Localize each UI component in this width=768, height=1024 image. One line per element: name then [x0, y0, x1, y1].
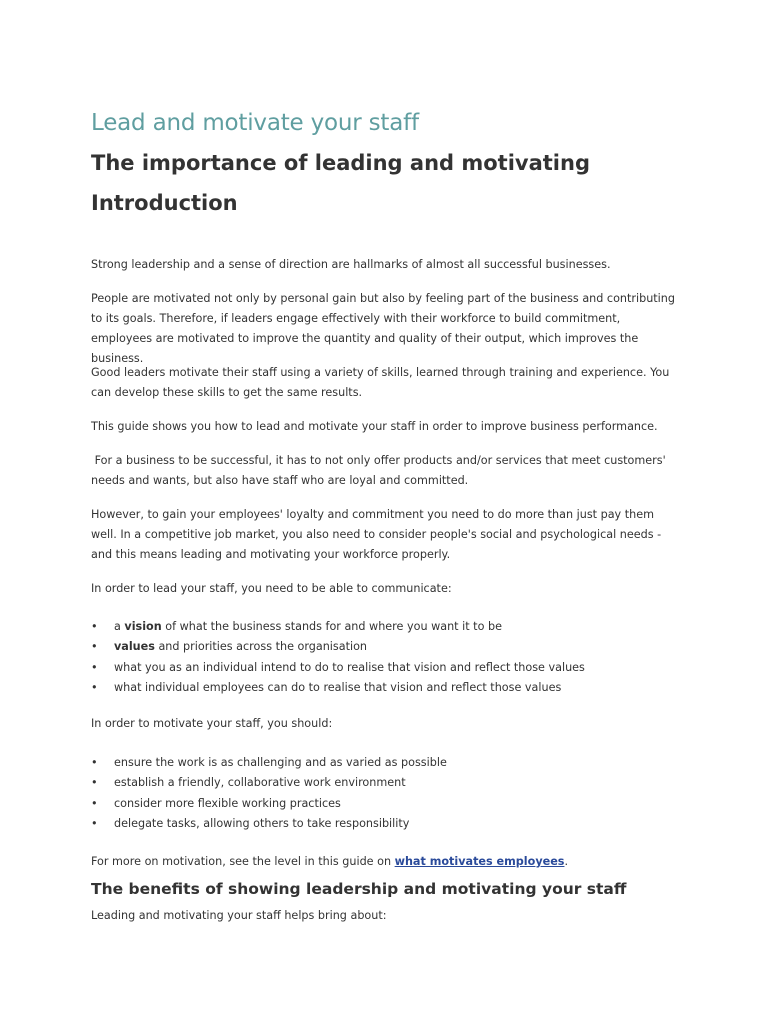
- paragraph-guide-shows: This guide shows you how to lead and motivate your staff in order to improve business performance.: [91, 420, 658, 433]
- paragraph-lead-communicate: In order to lead your staff, you need to be able to communicate:: [91, 582, 452, 595]
- bullet-icon: •: [91, 660, 98, 674]
- list-item-text: and priorities across the organisation: [154, 640, 368, 654]
- list-item-bold: values: [114, 640, 155, 654]
- heading-benefits: The benefits of showing leadership and motivating your staff: [91, 880, 627, 898]
- list-item-text: establish a friendly, collaborative work environment: [114, 776, 406, 790]
- list-item: [91, 753, 691, 773]
- list-item: [91, 814, 691, 834]
- bullet-icon: •: [91, 776, 98, 790]
- paragraph-business-successful: For a business to be successful, it has to not only offer products and/or services that meet customers' needs and wants, but also have staff who are loyal and committed.: [91, 454, 670, 487]
- list-item-text: consider more flexible working practices: [114, 796, 341, 810]
- bullet-icon: •: [91, 680, 98, 694]
- paragraph-text: .: [564, 855, 569, 868]
- motivate-list: [91, 753, 691, 834]
- list-item-text: a: [114, 620, 125, 633]
- list-item: [91, 658, 691, 678]
- list-item-text: delegate tasks, allowing others to take responsibility: [114, 816, 410, 830]
- bullet-icon: •: [91, 640, 98, 654]
- heading-importance: The importance of leading and motivating: [91, 151, 590, 175]
- paragraph-text: For more on motivation, see the level in this guide on: [91, 855, 395, 868]
- bullet-icon: •: [91, 756, 98, 769]
- communicate-list: [91, 617, 691, 698]
- paragraph-strong-leadership: Strong leadership and a sense of direction are hallmarks of almost all successful businesses.: [91, 258, 611, 271]
- paragraph-motivate-should: In order to motivate your staff, you should:: [91, 717, 333, 730]
- bullet-icon: •: [91, 816, 98, 830]
- bullet-icon: •: [91, 620, 98, 633]
- paragraph-good-leaders: Good leaders motivate their staff using a variety of skills, learned through training and experience. You can develop these skills to get the same results.: [91, 366, 670, 399]
- list-item-text: what individual employees can do to realise that vision and reflect those values: [114, 680, 562, 694]
- paragraph-people-motivated: People are motivated not only by personal gain but also by feeling part of the business and contributing to its goals. Therefore, if leaders engage effectively with their workforce to build commitment, employees are motivated to improve the quantity and quality of their output, which improves the business.: [91, 292, 675, 365]
- paragraph-loyalty-commitment: However, to gain your employees' loyalty and commitment you need to do more than just pay them well. In a competitive job market, you also need to consider people's social and psychological needs - and this means leading and motivating your workforce properly.: [91, 508, 662, 561]
- list-item-bold: vision: [124, 620, 162, 633]
- bullet-icon: •: [91, 796, 98, 810]
- what-motivates-employees-link[interactable]: what motivates employees: [394, 855, 565, 868]
- list-item: [91, 637, 691, 657]
- list-item: [91, 617, 691, 637]
- heading-introduction: Introduction: [91, 191, 238, 215]
- list-item: [91, 794, 691, 814]
- paragraph-leading-helps: Leading and motivating your staff helps bring about:: [91, 909, 387, 922]
- list-item: [91, 678, 691, 698]
- paragraph-more-on-motivation: [91, 852, 681, 872]
- list-item-text: of what the business stands for and where you want it to be: [161, 620, 502, 633]
- list-item: [91, 773, 691, 793]
- list-item-text: what you as an individual intend to do to realise that vision and reflect those values: [114, 660, 585, 674]
- list-item-text: ensure the work is as challenging and as varied as possible: [114, 756, 447, 769]
- document-title: Lead and motivate your staff: [91, 110, 419, 136]
